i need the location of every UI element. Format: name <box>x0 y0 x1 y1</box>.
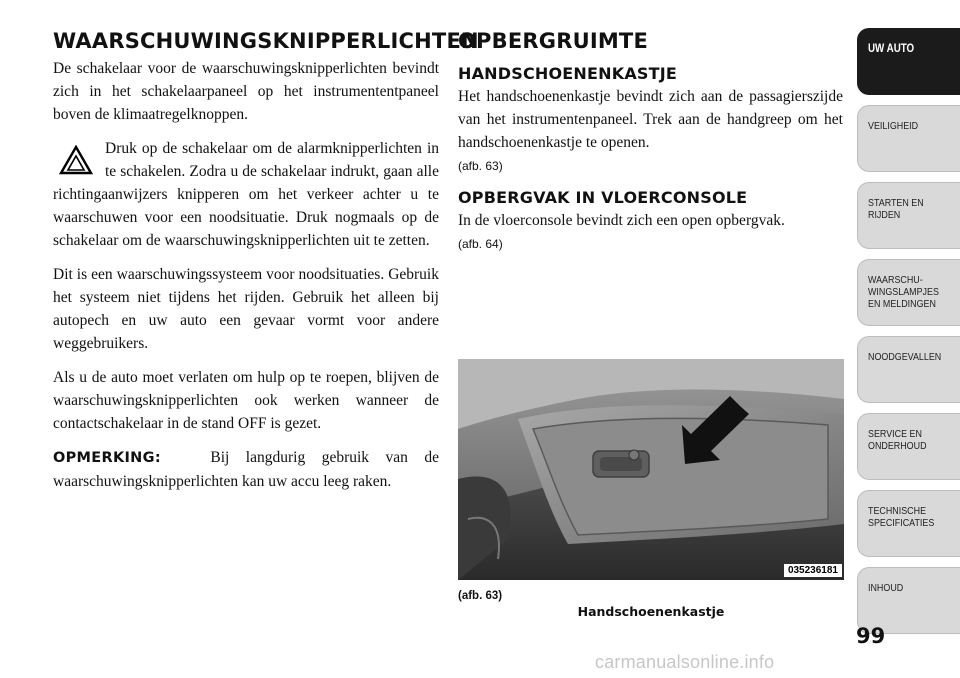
subsection-glovebox-title: HANDSCHOENENKASTJE <box>458 64 678 83</box>
figure-code: 035236181 <box>784 564 842 577</box>
tab-label: WAARSCHU- WINGSLAMPJES EN MELDINGEN <box>868 274 939 310</box>
section-title-hazard: WAARSCHUWINGSKNIPPERLICHTEN <box>53 29 479 53</box>
figure-caption: Handschoenenkastje <box>577 604 725 619</box>
figure-reference: (afb. 63) <box>458 590 503 602</box>
hazard-paragraph-2: Dit is een waarschuwingssysteem voor noodsituaties. Gebruik het systeem niet tijdens het rijden. Gebruik het alleen bij autopech en uw auto een gevaar vormt voor andere weggebruikers. <box>53 266 439 352</box>
chapter-tabs <box>857 28 960 644</box>
glovebox-illustration <box>458 359 844 580</box>
subsection-console-title: OPBERGVAK IN VLOERCONSOLE <box>458 188 748 207</box>
note-text: Bij langdurig gebruik van de waarschuwingsknipperlichten kan uw accu leeg raken. <box>53 449 440 490</box>
hazard-paragraph-3: Als u de auto moet verlaten om hulp op te roepen, blijven de waarschuwingsknipperlichten ook werken wanneer de contactschakelaar in de stand OFF is gezet. <box>53 369 439 432</box>
tab-label: TECHNISCHE SPECIFICATIES <box>868 505 935 529</box>
page-number: 99 <box>856 624 886 648</box>
tab-veiligheid[interactable] <box>857 105 960 172</box>
tab-technische-specificaties[interactable] <box>857 490 960 557</box>
watermark: carmanualsonline.info <box>595 652 775 672</box>
hazard-intro-paragraph: De schakelaar voor de waarschuwingsknipperlichten bevindt zich in het schakelaarpaneel op het instrumententpaneel boven de klimaatregelknoppen. <box>53 60 439 123</box>
section-title-storage: OPBERGRUIMTE <box>458 29 649 53</box>
hazard-instruction-text: Druk op de schakelaar om de alarmknipperlichten in te schakelen. Zodra u de schakelaar indrukt, gaan alle richtingaanwijzers knipperen om het verkeer achter u te waarschuwen voor een noodsituatie. Druk nogmaals op de schakelaar om de waarschuwingsknipperlichten uit te zetten. <box>53 140 439 249</box>
tab-starten-en-rijden[interactable] <box>857 182 960 249</box>
tab-label: VEILIGHEID <box>868 120 919 132</box>
console-figure-ref: (afb. 64) <box>458 237 503 251</box>
glovebox-text: Het handschoenenkastje bevindt zich aan de passagierszijde van het instrumentenpaneel. Trek aan de handgreep om het handschoenenkastje te openen. <box>458 88 843 151</box>
tab-label: STARTEN EN RIJDEN <box>868 197 924 221</box>
hazard-instruction-block <box>53 137 439 252</box>
tab-label: SERVICE EN ONDERHOUD <box>868 428 927 452</box>
note-label: OPMERKING: <box>53 450 161 466</box>
tab-noodgevallen[interactable] <box>857 336 960 403</box>
left-column <box>53 28 479 493</box>
tab-label: INHOUD <box>868 582 904 594</box>
tab-label: UW AUTO <box>868 43 915 55</box>
console-text: In de vloerconsole bevindt zich een open opbergvak. <box>458 212 785 229</box>
console-paragraph <box>458 209 843 256</box>
right-column <box>458 28 843 256</box>
tab-service-en-onderhoud[interactable] <box>857 413 960 480</box>
glovebox-paragraph <box>458 85 843 178</box>
tab-label: NOODGEVALLEN <box>868 351 942 363</box>
hazard-warning-icon <box>59 145 93 175</box>
glovebox-photo <box>458 359 844 580</box>
tab-waarschuwingslampjes[interactable] <box>857 259 960 326</box>
tab-uw-auto[interactable] <box>857 28 960 95</box>
note-paragraph <box>53 446 439 493</box>
glovebox-figure-ref: (afb. 63) <box>458 159 503 173</box>
